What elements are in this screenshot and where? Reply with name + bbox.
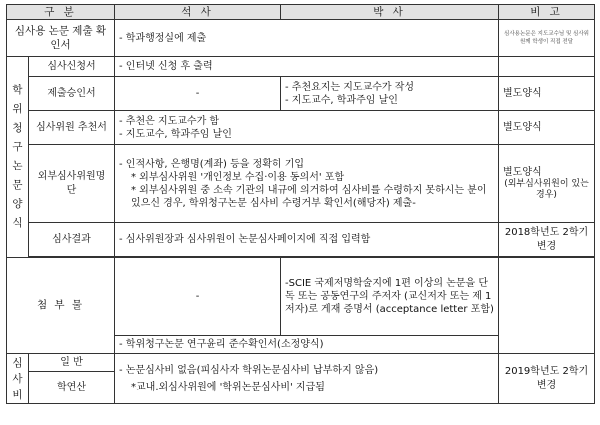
review-result-remark: 2018학년도 2학기 변경 — [499, 223, 595, 257]
external-reviewer-remark: 별도양식 (외부심사위원이 있는 경우) — [499, 145, 595, 223]
review-fee-group-label: 심 사 비 — [7, 354, 29, 404]
review-result-label: 심사결과 — [29, 223, 115, 257]
header-category: 구 분 — [7, 5, 115, 20]
review-application-remark — [499, 57, 595, 77]
degree-forms-group-label: 학 위 청 구 논 문 양 식 — [7, 57, 29, 258]
review-result-content: - 심사위원장과 심사위원이 논문심사페이지에 직접 입력함 — [115, 223, 499, 257]
review-fee-remark: 2019학년도 2학기 변경 — [499, 354, 595, 404]
review-fee-academic-label: 학연산 — [29, 372, 115, 404]
attachments-masters: - — [115, 258, 281, 336]
external-reviewer-label: 외부심사위원명단 — [29, 145, 115, 223]
attachments-remark — [499, 258, 595, 354]
committee-recommendation-label: 심사위원 추천서 — [29, 111, 115, 145]
thesis-requirements-table — [6, 4, 595, 404]
approval-doctoral: - 추천요지는 지도교수가 작성 - 지도교수, 학과주임 날인 — [281, 77, 499, 111]
review-fee-content: - 논문심사비 없음(피심사자 학위논문심사비 납부하지 않음) *교내.외심사위원에 '학위논문심사비' 지급됨 — [115, 354, 499, 404]
header-doctoral: 박 사 — [281, 5, 499, 20]
review-application-content: - 인터넷 신청 후 출력 — [115, 57, 499, 77]
attachments-doctoral: -SCIE 국제저명학술지에 1편 이상의 논문을 단독 또는 공동연구의 주저자 (교신저자 또는 제 1저자)로 게재 증명서 (acceptance letter 포함) — [281, 258, 499, 336]
committee-recommendation-remark: 별도양식 — [499, 111, 595, 145]
header-remarks: 비 고 — [499, 5, 595, 20]
committee-recommendation-content: - 추천은 지도교수가 함 - 지도교수, 학과주임 날인 — [115, 111, 499, 145]
external-reviewer-content: - 인적사항, 은행명(계좌) 등을 정확히 기입 * 외부심사위원 '개인정보 수집·이용 동의서' 포함 * 외부심사위원 중 소속 기관의 내규에 의거하여 심사비를 수령하지 못하시는 분이 있으신 경우, 학위청구논문 심사비 수령거부 확인서(해당자) 제출- — [115, 145, 499, 223]
review-application-label: 심사신청서 — [29, 57, 115, 77]
approval-remark: 별도양식 — [499, 77, 595, 111]
attachments-ethics: - 학위청구논문 연구윤리 준수확인서(소정양식) — [115, 336, 499, 354]
approval-label: 제출승인서 — [29, 77, 115, 111]
review-fee-general-label: 일 반 — [29, 354, 115, 372]
header-masters: 석 사 — [115, 5, 281, 20]
submission-content: - 학과행정실에 제출 — [115, 20, 499, 57]
submission-label: 심사용 논문 제출 확인서 — [7, 20, 115, 57]
approval-masters: - — [115, 77, 281, 111]
submission-note: 심사용논문은 지도교수님 및 심사위원께 학생이 직접 전달 — [499, 20, 595, 57]
attachments-label: 첨 부 물 — [7, 258, 115, 354]
